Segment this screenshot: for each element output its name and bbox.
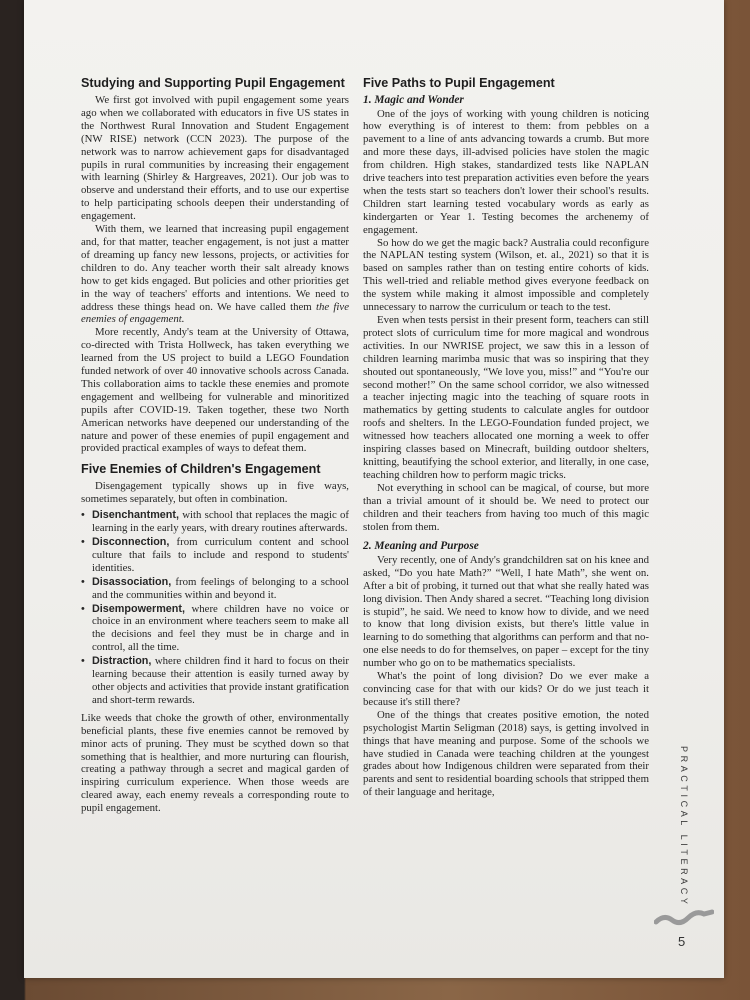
side-label: PRACTICAL LITERACY [679, 746, 689, 908]
list-term: Disempowerment, [92, 602, 185, 615]
paragraph: So how do we get the magic back? Australia could reconfigure the NAPLAN testing system (Wilson, et. al., 2021) so that it is based on samples rather than on testing entire cohorts of kids. This well-tried and reliable method gives everyone feedback on the system while making it almost impossible and completely unnecessary to narrow the curriculum or teach to the test. [363, 236, 649, 314]
paragraph: Even when tests persist in their present form, teachers can still protect slots of curriculum time for more magical and wondrous activities. In our NWRISE project, we saw this in a lesson of children learning marimba music that was so inspiring that they shouted out spontaneously, “We love you, miss!” and “You're our second mother!” On the same school corridor, we also witnessed a teacher injecting magic into the teaching of square roots in mathematics by getting students to calculate angles for outdoor roofs and shelters. In the LEGO-Foundation funded project, we witnessed how teachers allocated one morning a week to offer inspiring classes based on Minecraft, building outdoor shelters, knitting, beautifying the school exterior, and literally, in one case, teaching children how to perform magic tricks. [363, 314, 649, 481]
list-text: where children find it hard to focus on their learning because their attention is easily turned away by other objects and activities that provide instant gratification and short-term rewards. [92, 655, 349, 706]
closing-paragraph: Like weeds that choke the growth of other, environmentally beneficial plants, these five enemies cannot be removed by minor acts of pruning. They must be scythed down so that something that is healthier, and more nurturing can flourish, creating a pathway through a secret and magical garden of inspiring curriculum experience. When those weeds are cleared away, each enemy reveals a corresponding route to pupil engagement. [81, 711, 349, 815]
bullet-icon: • [81, 509, 85, 522]
list-item [81, 576, 349, 602]
squiggle-ornament-icon [654, 906, 714, 928]
list-term: Distraction, [92, 655, 152, 668]
list-term: Disenchantment, [92, 509, 179, 522]
page-number: 5 [678, 934, 686, 949]
paragraph: One of the things that creates positive emotion, the noted psychologist Martin Seligman (2018) says, is getting involved in things that have meaning and purpose. Some of the schools we have studied in Canada were teaching children at the youngest grades about how Indigenous children were separated from their parents and sent to residential boarding schools that stripped them of their language and heritage, [363, 708, 649, 799]
heading-studying-supporting: Studying and Supporting Pupil Engagement [81, 76, 345, 90]
heading-five-paths: Five Paths to Pupil Engagement [363, 76, 555, 90]
paragraph: One of the joys of working with young children is noticing how everything is of interest to them: from pebbles on a pavement to a line of ants advancing towards a crumb. But more and more these days, ill-advised policies have stolen the magic from children. High stakes, standardized tests like NAPLAN drive teachers into test preparation activities even before the years when the tests start so teachers don't lower their school's results. Children start learning tested vocabulary words as early as kindergarten or Year 1. Testing becomes the archenemy of engagement. [363, 107, 649, 236]
list-term: Disconnection, [92, 536, 170, 548]
paragraph: More recently, Andy's team at the University of Ottawa, co-directed with Trista Hollweck, has taken everything we learned from the US project to build a LEGO Foundation funded network of over 40 innovative schools across Canada. This collaboration aims to tackle these enemies and promote engagement and wellbeing for vulnerable and minoritized pupils after COVID-19. Taken together, these two North American networks have deepened our understanding of the nature and power of these enemies of pupil engagement and provided practical examples of ways to defeat them. [81, 326, 349, 455]
list-item [81, 536, 349, 575]
list-item [81, 509, 349, 535]
paragraph: What's the point of long division? Do we ever make a convincing case for that with our kids? Or do we just teach it because it's still there? [363, 670, 649, 708]
list-term: Disassociation, [92, 575, 172, 588]
paragraph: Very recently, one of Andy's grandchildren sat on his knee and asked, “Do you hate Math?” “Well, I hate Math”, she went on. After a bit of probing, it turned out that what she really hated was long division. Then Andy shared a secret. “Teaching long division is stupid”, he said. We need to know how to divide, and we need to know that long division exists, but there's little value in learning to do something that algorithms can perform and that no-one else needs to do for themselves, on paper – except for the tiny number who go on to be mathematics specialists. [363, 553, 649, 670]
subheading-magic-wonder: 1. Magic and Wonder [363, 94, 464, 106]
list-item [81, 655, 349, 707]
list-text: where children have no voice or choice in an environment where teachers seem to make all the decisions and feel they must be in charge and in control, all the time. [92, 602, 349, 654]
list-text: from curriculum content and school culture that fails to include and respond to students' identities. [92, 536, 349, 574]
bullet-icon: • [81, 602, 85, 615]
list-item [81, 603, 349, 655]
paragraph [81, 223, 349, 326]
right-column [363, 76, 649, 799]
paragraph: We first got involved with pupil engagement some years ago when we collaborated with educators in five US states in the Northwest Rural Innovation and Student Engagement (NW RISE) network (CCN 2023). The purpose of the network was to narrow achievement gaps for disadvantaged pupils in rural communities by increasing their engagement with learning (Shirley & Hargreaves, 2021). Our job was to observe and understand their efforts, and to use our expertise to help participating schools deepen their understanding of engagement. [81, 94, 349, 223]
enemies-list [81, 509, 349, 707]
heading-five-enemies: Five Enemies of Children's Engagement [81, 462, 321, 477]
subheading-meaning-purpose: 2. Meaning and Purpose [363, 540, 479, 553]
document-page [24, 0, 724, 978]
bullet-icon: • [81, 575, 85, 588]
paragraph: Not everything in school can be magical, of course, but more than a trivial amount of it should be. We need to protect our children and their teachers from having too much of this magic stolen from them. [363, 481, 649, 533]
left-column [81, 76, 349, 815]
bullet-icon: • [81, 655, 85, 668]
list-text: from feelings of belonging to a school and the communities within and beyond it. [92, 575, 349, 601]
list-text: with school that replaces the magic of learning in the early years, with dreary routines afterwards. [92, 509, 349, 535]
paragraph: Disengagement typically shows up in five ways, sometimes separately, but often in combination. [81, 480, 349, 506]
bullet-icon: • [81, 536, 85, 548]
paragraph-text: With them, we learned that increasing pupil engagement and, for that matter, teacher engagement, is not just a matter of dreaming up fancy new lessons, projects, or activities for children to do. Any teacher worth their salt already knows how to get kids engaged. But policies and other priorities get in the way of teachers' efforts and intentions. We need to address these things head on. We have called them [81, 223, 349, 313]
italic-phrase: the five enemies of engagement. [81, 300, 349, 326]
